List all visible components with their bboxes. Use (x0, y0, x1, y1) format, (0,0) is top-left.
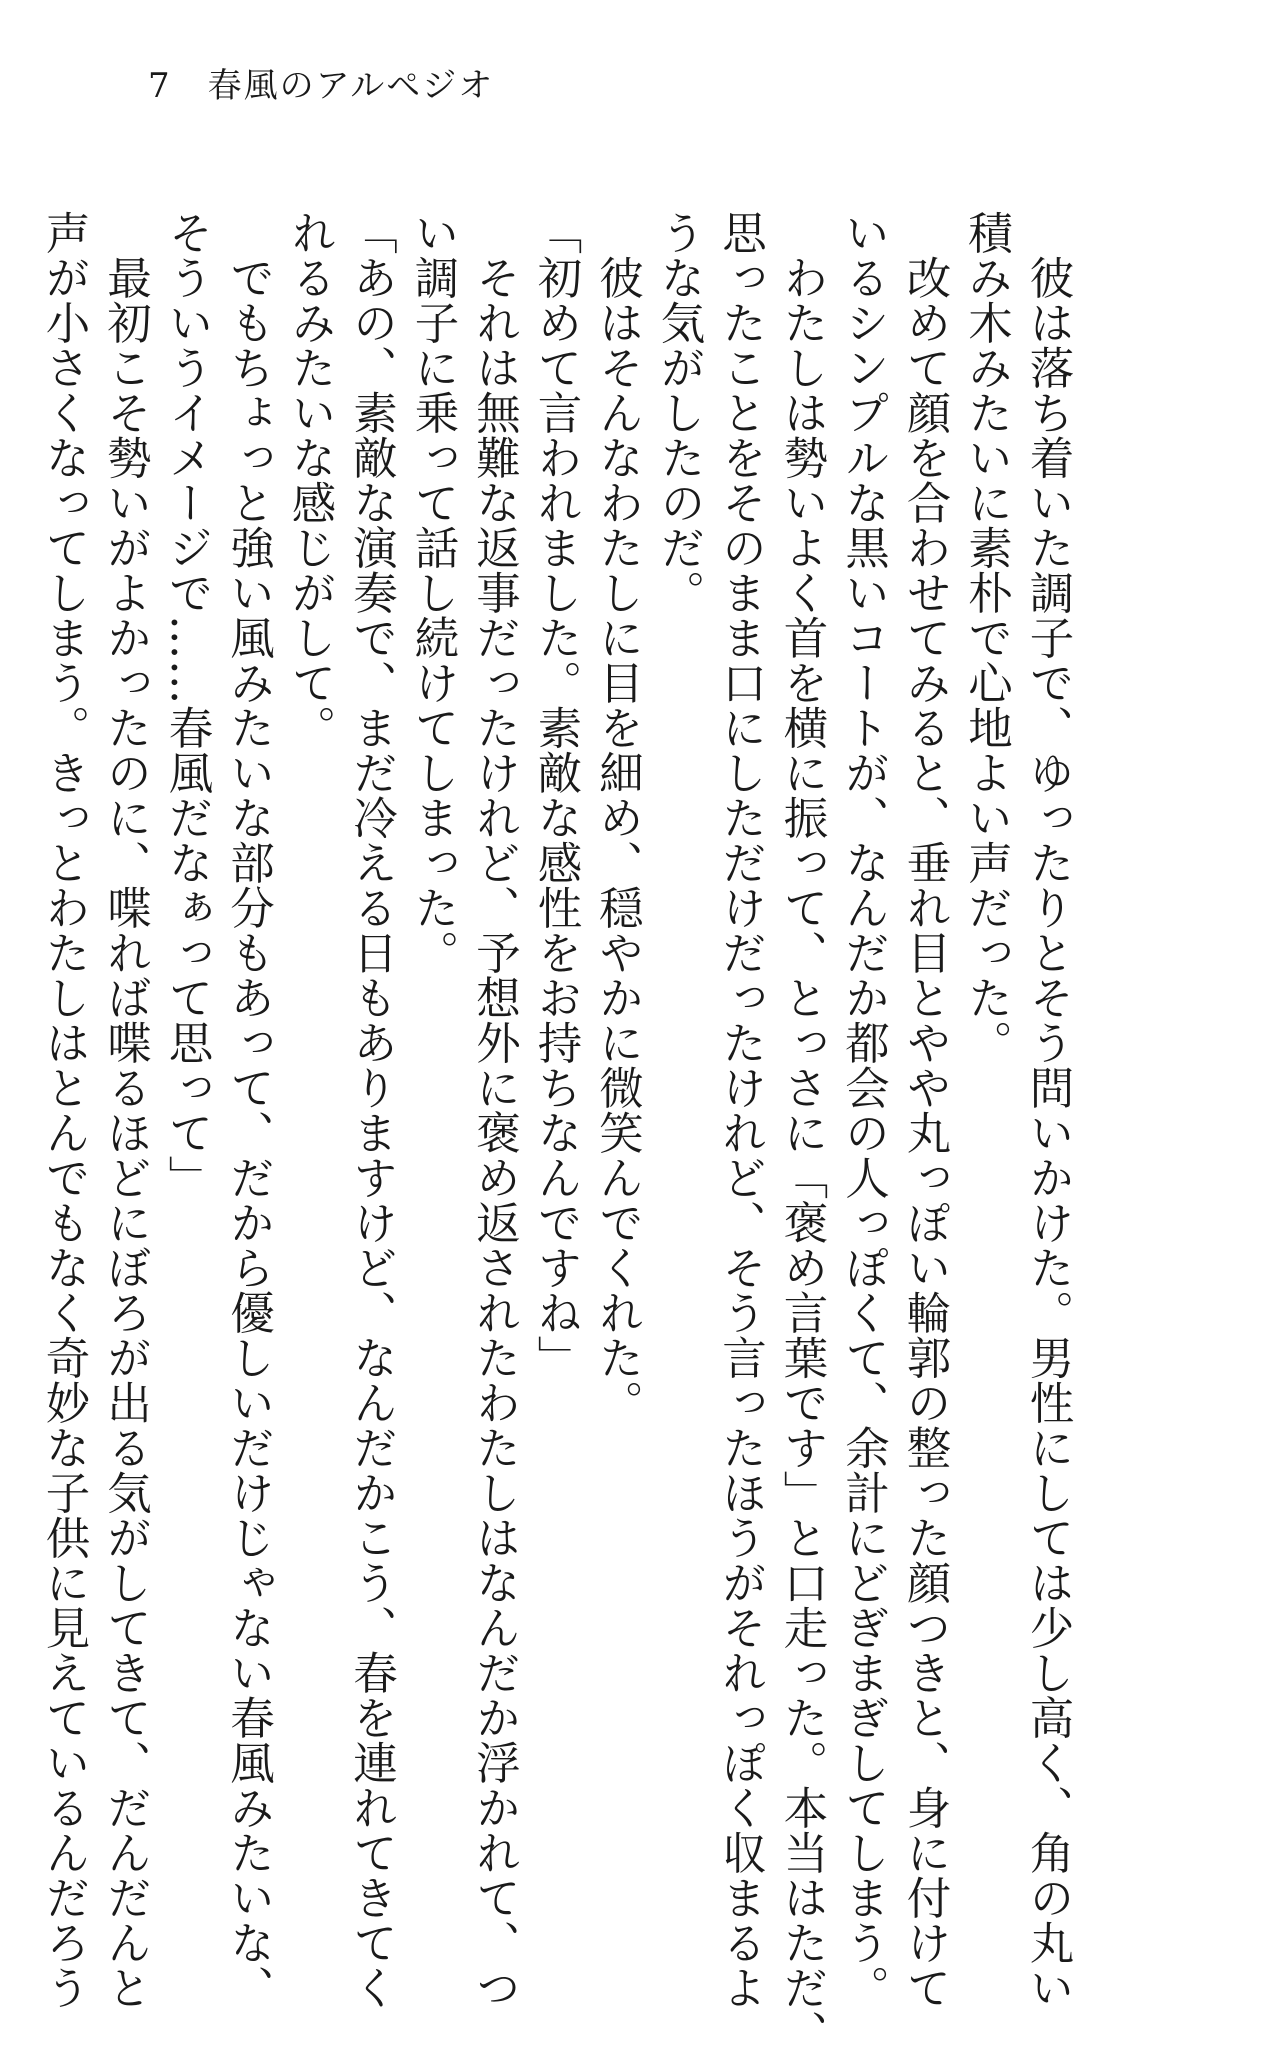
text-line: でもちょっと強い風みたいな部分もあって、だから優しいだけじゃない春風みたいな、 (222, 210, 274, 2010)
text-line: い調子に乗って話し続けてしまった。 (407, 210, 458, 975)
text-line: 改めて顔を合わせてみると、垂れ目とやや丸っぽい輪郭の整った顔つきと、身に付けて (899, 210, 950, 2010)
text-line: 彼はそんなわたしに目を細め、穏やかに微笑んでくれた。 (591, 210, 643, 1425)
text-line: わたしは勢いよく首を横に振って、とっさに「褒め言葉です」と口走った。本当はただ、 (776, 210, 827, 2055)
page-number: 7 (148, 66, 170, 106)
chapter-title: 春風のアルペジオ (207, 66, 495, 106)
text-line: れるみたいな感じがして。 (284, 210, 335, 750)
text-line: それは無難な返事だったけれど、予想外に褒め返されたわたしはなんだか浮かれて、つ (468, 210, 520, 2010)
text-line: 声が小さくなってしまう。きっとわたしはとんでもなく奇妙な子供に見えているんだろう (38, 210, 89, 2010)
text-line: そういうイメージで……春風だなぁって思って」 (161, 210, 212, 1200)
text-line: 思ったことをそのまま口にしただけだったけれど、そう言ったほうがそれっぽく収まるよ (714, 210, 766, 2010)
text-line: 彼は落ち着いた調子で、ゆったりとそう問いかけた。男性にしては少し高く、角の丸い (1022, 210, 1073, 2010)
text-line: いるシンプルな黒いコートが、なんだか都会の人っぽくて、余計にどぎまぎしてしまう。 (837, 210, 889, 2010)
text-line: 「初めて言われました。素敵な感性をお持ちなんですね」 (530, 210, 581, 1380)
text-line: 「あの、素敵な演奏で、まだ冷える日もありますけど、なんだかこう、春を連れてきてく (345, 210, 397, 2010)
text-line: 積み木みたいに素朴で心地よい声だった。 (960, 210, 1012, 1065)
body-text (38, 210, 1078, 2055)
text-line: うな気がしたのだ。 (653, 210, 704, 615)
text-line: 最初こそ勢いがよかったのに、喋れば喋るほどにぼろが出る気がしてきて、だんだんと (99, 210, 151, 2010)
running-header (148, 62, 494, 110)
